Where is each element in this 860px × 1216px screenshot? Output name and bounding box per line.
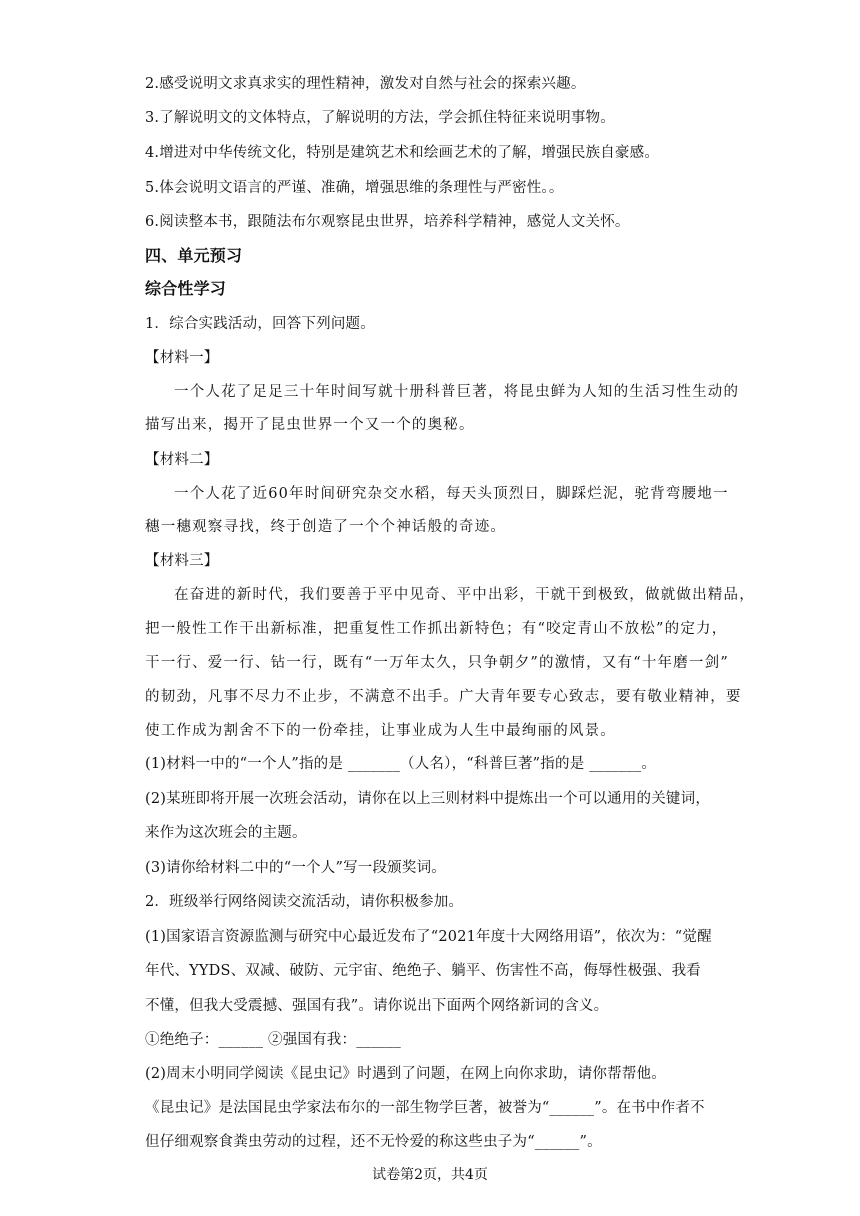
material-3-line: 干一行、爱一行、钻一行，既有“一万年太久，只争朝夕”的激情，又有“十年磨一剑” <box>145 655 729 671</box>
material-3-line: 在奋进的新时代，我们要善于平中见奇、平中出彩，干就干到极致，做就做出精品， <box>174 587 755 603</box>
question-2-title: 2．班级举行网络阅读交流活动，请你积极参加。 <box>145 894 464 910</box>
question-1-title: 1．综合实践活动，回答下列问题。 <box>145 316 375 332</box>
material-3-line: 把一般性工作干出新标准，把重复性工作抓出新特色；有“咬定青山不放松”的定力， <box>145 621 728 637</box>
question-1-sub-3: (3)请你给材料二中的“一个人”写一段颁奖词。 <box>145 860 446 876</box>
goal-item-3: 3.了解说明文的文体特点，了解说明的方法，学会抓住特征来说明事物。 <box>145 110 615 126</box>
goal-item-6: 6.阅读整本书，跟随法布尔观察昆虫世界，培养科学精神，感觉人文关怀。 <box>145 214 630 230</box>
question-1-sub-1: (1)材料一中的“一个人”指的是 _______（人名），“科普巨著”指的是 _______。 <box>145 756 657 772</box>
material-3-label: 【材料三】 <box>145 553 219 569</box>
question-2-sub-1: (1)国家语言资源监测与研究中心最近发布了“2021年度十大网络用语”，依次为：“觉醒 <box>145 929 712 945</box>
material-1-label: 【材料一】 <box>145 350 219 366</box>
question-2-sub-2-text: 但仔细观察食粪虫劳动的过程，还不无怜爱的称这些虫子为“______”。 <box>145 1134 602 1150</box>
goal-item-4: 4.增进对中华传统文化，特别是建筑艺术和绘画艺术的了解，增强民族自豪感。 <box>145 145 660 161</box>
question-2-sub-1: 年代、YYDS、双减、破防、元宇宙、绝绝子、躺平、伤害性不高，侮辱性极强、我看 <box>145 963 702 979</box>
material-1-line: 描写出来，揭开了昆虫世界一个又一个的奥秘。 <box>145 417 475 433</box>
question-1-sub-2: 来作为这次班会的主题。 <box>145 825 307 841</box>
goal-item-2: 2.感受说明文求真求实的理性精神，激发对自然与社会的探索兴趣。 <box>145 76 586 92</box>
question-2-sub-1: 不懂，但我大受震撼、强国有我”。请你说出下面两个网络新词的含义。 <box>145 998 609 1014</box>
material-1-line: 一个人花了足足三十年时间写就十册科普巨著，将昆虫鲜为人知的生活习性生动的 <box>174 384 740 400</box>
material-3-line: 使工作成为割舍不下的一份牵挂，让事业成为人生中最绚丽的风景。 <box>145 723 616 739</box>
material-3-line: 的韧劲，凡事不尽力不止步，不满意不出手。广大青年要专心致志，要有敬业精神，要 <box>145 689 742 705</box>
goal-item-5: 5.体会说明文语言的严谨、准确，增强思维的条理性与严密性。。 <box>145 180 564 196</box>
question-2-sub-2: (2)周末小明同学阅读《昆虫记》时遇到了问题，在网上向你求助，请你帮帮他。 <box>145 1066 666 1082</box>
material-2-line: 一个人花了近60年时间研究杂交水稻，每天头顶烈日，脚踩烂泥，驼背弯腰地一 <box>174 486 729 502</box>
material-2-line: 穗一穗观察寻找，终于创造了一个个神话般的奇迹。 <box>145 519 507 535</box>
question-2-sub-2-text: 《昆虫记》是法国昆虫学家法布尔的一部生物学巨著，被誉为“______”。在书中作者不 <box>145 1100 705 1116</box>
question-2-sub-1-answer: ①绝绝子：______ ②强国有我：______ <box>145 1032 401 1048</box>
sub-heading: 综合性学习 <box>145 279 227 298</box>
section-heading: 四、单元预习 <box>145 246 243 265</box>
material-2-label: 【材料二】 <box>145 452 219 468</box>
page-footer: 试卷第2页，共4页 <box>372 1167 488 1183</box>
question-1-sub-2: (2)某班即将开展一次班会活动，请你在以上三则材料中提炼出一个可以通用的关键词， <box>145 791 711 807</box>
